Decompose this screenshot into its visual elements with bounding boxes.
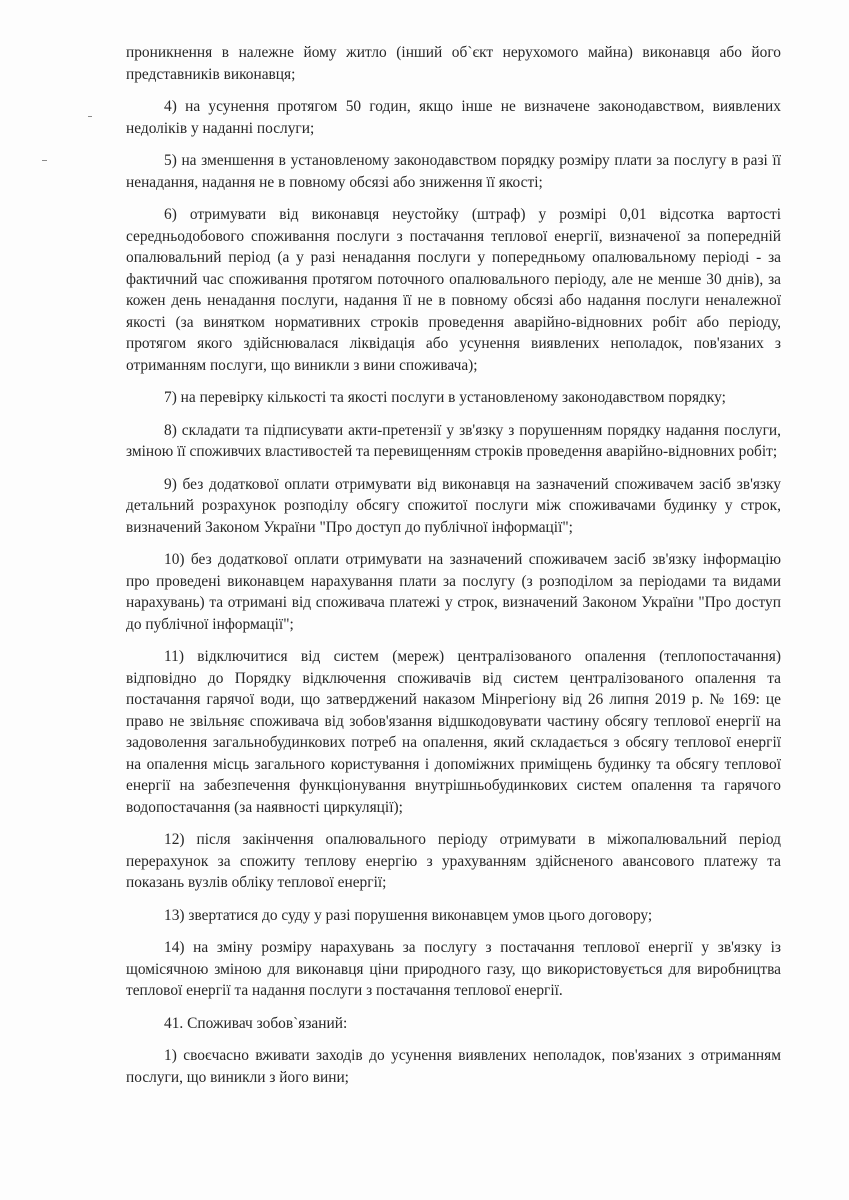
paragraph: 5) на зменшення в установленому законодавством порядку розміру плати за послугу в разі її ненадання, надання не в повному обсязі або зниження її якості; (126, 152, 781, 191)
paragraph: 1) своєчасно вживати заходів до усунення виявлених неполадок, пов'язаних з отриманням послуги, що виникли з його вини; (126, 1047, 781, 1086)
paragraph: проникнення в належне йому житло (інший об`єкт нерухомого майна) виконавця або його представників виконавця; (126, 44, 781, 83)
paragraph: 6) отримувати від виконавця неустойку (штраф) у розмірі 0,01 відсотка вартості середньодобового споживання послуги з постачання теплової енергії, визначеної за попередній опалювальний період (а у разі ненадання послуги у попередньому опалювальному періоді - за фактичний час споживання протягом поточного опалювального періоду, але не менше 30 днів), за кожен день ненадання послуги, надання її не в повному обсязі або надання послуги неналежної якості (за винятком нормативних строків проведення аварійно-відновних робіт або періоду, протягом якого здійснювалася ліквідація або усунення виявлених неполадок, пов'язаних з отриманням послуги, що виникли з вини споживача); (126, 206, 781, 374)
paragraph: 12) після закінчення опалювального періоду отримувати в міжопалювальний період перерахунок за спожиту теплову енергію з урахуванням здійсненого авансового платежу та показань вузлів обліку теплової енергії; (126, 831, 781, 891)
paragraph: 8) складати та підписувати акти-претензії у зв'язку з порушенням порядку надання послуги, зміною її споживчих властивостей та перевищенням строків проведення аварійно-відновних робіт; (126, 421, 781, 460)
paragraph: 4) на усунення протягом 50 годин, якщо інше не визначене законодавством, виявлених недоліків у наданні послуги; (126, 98, 781, 137)
paragraph: 10) без додаткової оплати отримувати на зазначений споживачем засіб зв'язку інформацію про проведені виконавцем нарахування плати за послугу (з розподілом за періодами та видами нарахувань) та отримані від споживача платежі у строк, визначений Законом України "Про доступ до публічної інформації"; (126, 551, 781, 633)
paragraph: 13) звертатися до суду у разі порушення виконавцем умов цього договору; (164, 906, 653, 924)
margin-mark (88, 116, 92, 117)
margin-mark (42, 160, 47, 161)
paragraph: 14) на зміну розміру нарахувань за послугу з постачання теплової енергії у зв'язку із щомісячною зміною для виконавця ціни природного газу, що використовується для виробництва теплової енергії та надання послуги з постачання теплової енергії. (126, 939, 781, 999)
section-heading: 41. Споживач зобов`язаний: (164, 1014, 348, 1032)
document-body (126, 42, 781, 1099)
paragraph: 9) без додаткової оплати отримувати від виконавця на зазначений споживачем засіб зв'язку детальний розрахунок розподілу обсягу спожитої послуги між споживачами будинку у строк, визначений Законом України "Про доступ до публічної інформації"; (126, 475, 781, 536)
paragraph: 11) відключитися від систем (мереж) централізованого опалення (теплопостачання) відповідно до Порядку відключення споживачів від систем централізованого опалення та постачання гарячої води, що затверджений наказом Мінрегіону від 26 липня 2019 р. № 169: це право не звільняє споживача від зобов'язання відшкодовувати частину обсягу теплової енергії на задоволення загальнобудинкових потреб на опалення, який складається з обсягу теплової енергії на опалення місць загального користування і допоміжних приміщень будинку та обсягу теплової енергії на забезпечення функціонування внутрішньобудинкових систем опалення та гарячого водопостачання (за наявності циркуляції); (126, 648, 781, 816)
paragraph: 7) на перевірку кількості та якості послуги в установленому законодавством порядку; (164, 389, 726, 406)
